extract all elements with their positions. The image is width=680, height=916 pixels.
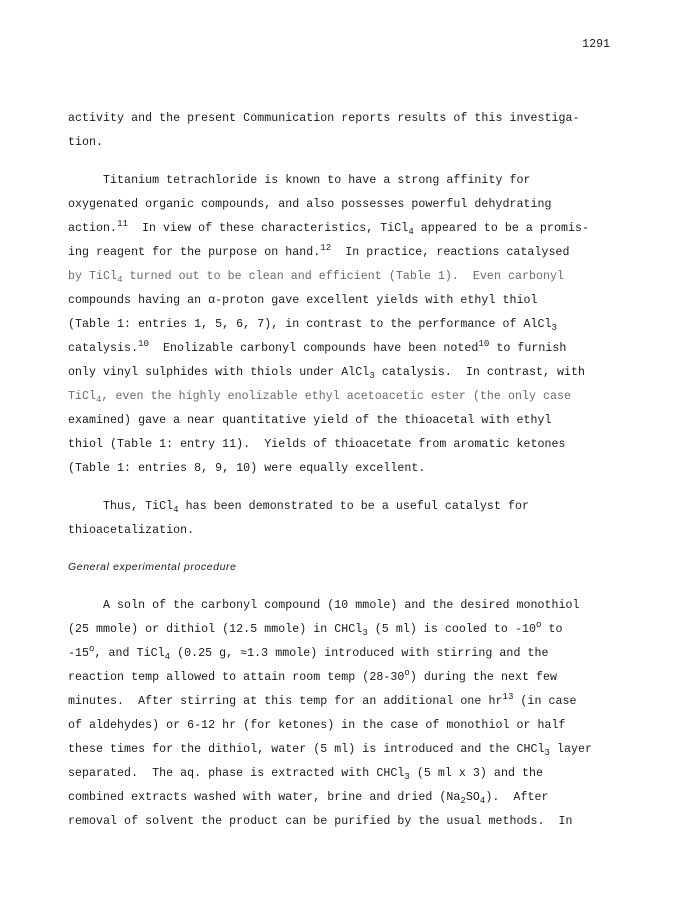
text-line: TiCl$_4$, even the highly enolizable ethyl acetoacetic ester (the only case: [68, 390, 572, 406]
text-line: tion.: [68, 136, 104, 149]
text-line: removal of solvent the product can be purified by the usual methods. In: [68, 815, 573, 828]
text-line: activity and the present Communication reports results of this investiga-: [68, 112, 580, 125]
text-line: Titanium tetrachloride is known to have a strong affinity for: [68, 174, 531, 187]
text-line: (Table 1: entries 1, 5, 6, 7), in contrast to the performance of AlCl$_3$: [68, 318, 557, 334]
text-line: separated. The aq. phase is extracted with CHCl$_3$ (5 ml x 3) and the: [68, 767, 543, 783]
section-heading: General experimental procedure: [68, 561, 237, 573]
text-line: A soln of the carbonyl compound (10 mmole) and the desired monothiol: [68, 599, 580, 612]
text-line: these times for the dithiol, water (5 ml) is introduced and the CHCl$_3$ layer: [68, 743, 593, 759]
text-line: examined) gave a near quantitative yield of the thioacetal with ethyl: [68, 414, 552, 427]
text-line: thiol (Table 1: entry 11). Yields of thioacetate from aromatic ketones: [68, 438, 566, 451]
text-line: ing reagent for the purpose on hand.$^{12}$ In practice, reactions catalysed: [68, 242, 570, 259]
page-number: 1291: [582, 38, 610, 51]
text-line: only vinyl sulphides with thiols under AlCl$_3$ catalysis. In contrast, with: [68, 366, 586, 382]
text-line: (25 mmole) or dithiol (12.5 mmole) in CHCl$_3$ (5 ml) is cooled to -10$^o$ to: [68, 619, 563, 639]
text-line: by TiCl$_4$ turned out to be clean and efficient (Table 1). Even carbonyl: [68, 270, 565, 286]
text-line: compounds having an α-proton gave excellent yields with ethyl thiol: [68, 294, 538, 307]
text-line: of aldehydes) or 6-12 hr (for ketones) in the case of monothiol or half: [68, 719, 566, 732]
text-line: reaction temp allowed to attain room temp (28-30$^o$) during the next few: [68, 667, 557, 684]
text-line: thioacetalization.: [68, 524, 195, 537]
text-line: action.$^{11}$ In view of these characteristics, TiCl$_4$ appeared to be a promis-: [68, 218, 589, 238]
text-line: minutes. After stirring at this temp for an additional one $hr^{13}$ (in case: [68, 691, 577, 708]
text-line: oxygenated organic compounds, and also possesses powerful dehydrating: [68, 198, 552, 211]
text-line: Thus, TiCl$_4$ has been demonstrated to be a useful catalyst for: [68, 500, 529, 516]
text-line: catalysis.$^{10}$ Enolizable carbonyl compounds have been noted$^{10}$ to furnish: [68, 338, 567, 355]
text-line: (Table 1: entries 8, 9, 10) were equally excellent.: [68, 462, 426, 475]
text-line: -15$^o$, and TiCl$_4$ (0.25 g, ≈1.3 mmole) introduced with stirring and the: [68, 643, 549, 663]
text-line: combined extracts washed with water, brine and dried $(Na_2SO_4)$. After: [68, 791, 549, 807]
